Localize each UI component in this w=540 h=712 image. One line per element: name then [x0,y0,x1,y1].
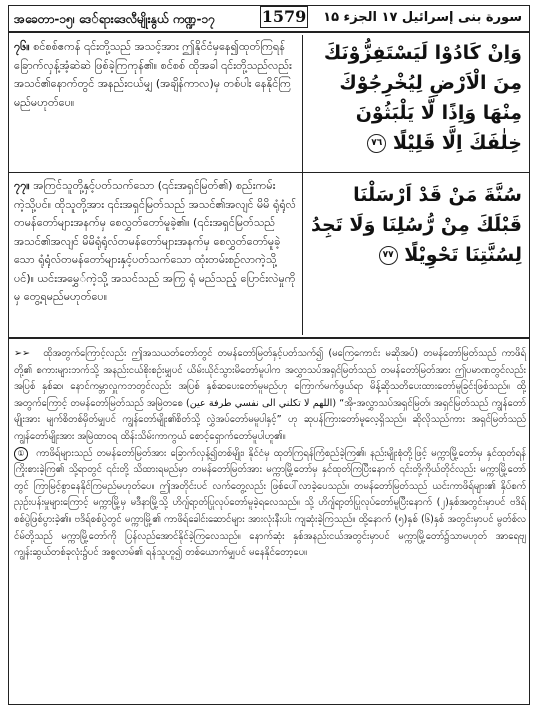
verse-translation [14,38,296,112]
header-chapter-arabic: سورة بنی إسرائیل ۱۷ الجزء ۱۵ [323,10,522,25]
verse-divider [8,172,530,173]
header-chapter-burmese: အခေတာ-၁၅၊ ဒေ်ရားဒေလီမျိုးနွယ် ကဏ္ဍ-၁၇ [14,12,216,26]
commentary-paragraph [14,346,526,446]
footnote-marker: ① [14,447,28,461]
commentary-text: ထိုအတွက်ကြောင့်လည်း ဤအသယတ်တော်တွင် တမန်တော်မြတ်နှင့်ပတ်သက်၍ (မကြေကောင်း မဆိုအပ်) တမန်တော်မြတ်သည် ကာဖိရ်တို့၏ စကားများဘက်သို့ အနည်းငယ်စိုးစဉ်းမျှပင် ယိမ်းယိုင်သွားမိတော်မူပါက အလွှာသပ်အရှင်မြတ်သည် တမန်တော်မြတ်အား ဤပမာဏတွင်လည်း အပြစ် နှစ်ဆ၊ နောင်ကမ္ဘာလှူကဘတွင်လည်း အပြစ် နှစ်ဆပေးတော်မူမည်ဟု ကြောက်မက်ဖွယ်ရာ မိန့်ဆိုသတိပေးထားတော်မူခြင်းဖြစ်သည်။ ထို့အတွက်ကြောင့် တမန်တော်မြတ်သည် အမြဲတစေ (اللهم لا تكلني الى نفسي طرفة عين) “အို-အလွှာသပ်အရှင်မြတ်၊ အရှင်မြတ်သည် ကျွန်တော်မျိုးအား မျက်စိတစ်မှိတ်မျှပင် ကျွန်တော်မျိုး၏စိတ်သို့ လွှဲအပ်တော်မမူပါနှင့်” ဟု ဆုပန်ကြားတော်မူလေ့ရှိသည်။ ဆိုလိုသည်ကား အရှင်မြတ်သည် ကျွန်တော်မျိုးအား အမြဲထာဝရ ထိန်းသိမ်းကာကွယ် စောင့်ရှောက်တော်မူပါဟူ၏။ [14,348,527,442]
commentary-paragraph [14,446,526,562]
verse-number: ၇၇။ [14,179,30,192]
verse-arabic-text: وَاِنْ كَادُوْا لَيَسْتَفِزُّوْنَكَ مِنَ الْاَرْضِ لِيُخْرِجُوْكَ مِنْهَا وَاِذًا لَّا يَلْبَثُوْنَ خِلٰفَكَ اِلَّا قَلِيْلًا [323,42,522,154]
page-header [8,5,530,33]
verse-number: ၇၆။ [14,40,30,53]
verse-translation-text: စင်စစ်ဧကန် ၎င်းတို့သည် အသင့်အား ဤနိုင်ငံမှနေ၍ထုတ်ကြရန် ခြောက်လှန့်အံ့ဆဲဆဲ ဖြစ်ခဲ့ကြကုန်၏။ စင်စစ် ထိုအခါ ၎င်းတို့သည်လည်း အသင်၏နောက်တွင် အနည်းငယ်မျှ (အချိန်ကာလ)မှ တစ်ပါး နေနိုင်ကြမည်မဟုတ်ပေ။ [14,40,292,109]
arrow-bullet-icon: ➢➢ [14,348,31,359]
ayah-number-marker: ٧٧ [379,246,398,265]
page-number: 1579 [261,7,307,26]
verse-arabic [308,38,522,158]
commentary-section [14,346,526,562]
column-divider [302,35,303,335]
verse-translation-text: အကြင်သူတို့နှင့်ပတ်သက်သော (၎င်းအရှင်မြတ်၏) စည်းကမ်းကဲ့သို့ပင်။ ထိုသူတို့အား ၎င်းအရှင်မြတ်သည် အသင်၏အလျင် မိမိ ရုံရုံလ်တမန်တော်များအနက်မှ စေလွှတ်တော်မူခဲ့၏။ (၎င်းအရှင်မြတ်သည် အသင်၏အလျင် မိမိရုံရုံလ်တမန်တော်များအနက်မှ စေလွှတ်တော်မူခဲ့သော ရုံရုံလ်တမန်တော်များနှင့်ပတ်သက်သော ထုံးတမ်းစဉ်လာကဲ့သို့ပင်)။ ယင်းအမွှေ်ကဲ့သို့ အသင်သည် အကြှ ရုံ မည်သည့် ပြောင်းလဲမှုကိုမှ တွေ့ရမည်မဟုတ်ပေ။ [14,179,296,303]
commentary-divider [8,337,530,339]
verse-arabic-text: سُنَّةَ مَنْ قَدْ اَرْسَلْنَا قَبْلَكَ مِنْ رُّسُلِنَا وَلَا تَجِدُ لِسُنَّتِنَا تَحْوِيْلًا [311,184,522,266]
verse-arabic [308,180,522,270]
verse-translation [14,177,296,307]
commentary-text: ကာဖိရ်များသည် တမန်တော်မြတ်အား ခြောက်လှန့်၍တစ်မျိုး၊ နိုင်ငံမှ ထုတ်ကြရန်ကြံစည်ခဲ့ကြ၏၊ နည်းမျိုးစုံတို့ဖြင့် မက္ကာမြို့တော်မှ နှင်ထုတ်ရန်ကြိုးစားခဲ့ကြ၏ သို့ရာတွင် ၎င်းတို့ သိထားရမည်မှာ တမန်တော်မြတ်အား မက္ကာမြို့တော်မှ နှင်ထုတ်ကြပြီးနောက် ၎င်းတို့ကိုယ်တိုင်လည်း မက္ကာမြို့တော်တွင် ကြာမြင့်စွာနေနိုင်ကြမည်မဟုတ်ပေ။ ဤအတိုင်းပင် လက်တွေ့လည်း ဖြစ်ပေါ်လာခဲ့ပေသည်။ တမန်တော်မြတ်သည် ယင်းကာဖိရ်များ၏ နှိပ်စက်ညှဉ်းပန်းမှုများကြောင့် မက္ကာမြို့မှ မဒီနာမြို့သို့ ဟိဂျ်ရာ့တ်ပြုလုပ်တော်မူခဲ့ရလေသည်။ သို့ ဟိဂျ်ရာ့တ်ပြုလုပ်တော်မူပြီးနောက် (၂)နှစ်အတွင်းမှာပင် ဗဒိရ်စစ်ပွဲဖြစ်ပွားခဲ့၏။ ဗဒိရ်စစ်ပွဲတွင် မက္ကာမြို့၏ ကာဖိရ်ခေါင်းဆောင်များ အားလုံးနီးပါး ကျဆုံးခဲ့ကြသည်။ ထို့နောက် (၅)နှစ် (၆)နှစ် အတွင်းမှာပင် မွတ်စ်လင်မ်တို့သည် မက္ကာမြို့တော်ကို ပြန်လည်အောင်နိုင်ခဲ့ကြလေသည်။ နောက်ဆုံး နှစ်အနည်းငယ်အတွင်းမှာပင် မက္ကာမြို့တော်၌သာမဟုတ် အာရေဗျကျွန်းဆွယ်တစ်ခုလုံး၌ပင် အစ္စလာမ်၏ ရန်သူဟူ၍ တစ်ယောက်မျှပင် မနေနိုင်တော့ပေ။ [14,447,526,559]
ayah-number-marker: ٧٦ [367,134,386,153]
